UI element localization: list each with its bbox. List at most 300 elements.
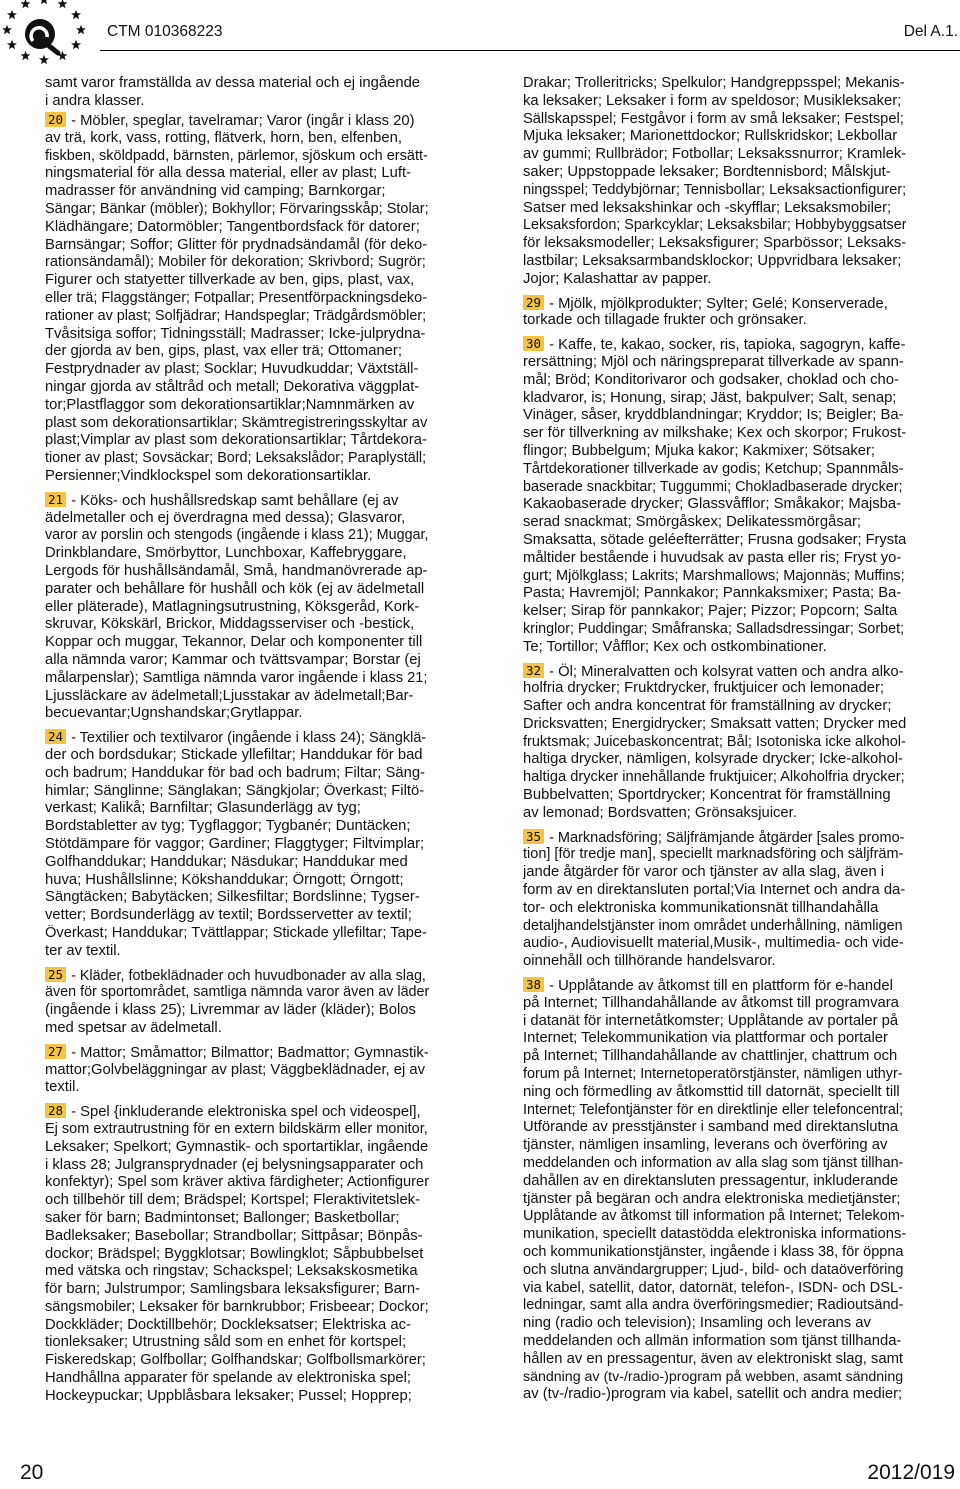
line-text: Jojor; Kalashattar av papper.	[523, 270, 712, 287]
line-text: ningar gjorda av ståltråd och metall; Dekorativa väggplat-	[45, 379, 420, 396]
text-line	[523, 568, 906, 586]
line-text: på Internet; Tillhandahållande av chattlinjer, chattrum och	[523, 1048, 898, 1065]
text-line	[45, 1370, 429, 1388]
line-text: i datanät för internetåtkomster; Upplåtande av portaler på	[523, 1012, 899, 1029]
line-text: der gjorda av ben, gips, plast, vax eller trä; Ottomaner;	[45, 343, 402, 360]
class-20-paragraph	[45, 112, 429, 486]
line-text: haltiga drycker, nämligen, kolsyrade drycker; Icke-alkohol-	[523, 751, 903, 768]
line-text: Ej som extrautrustning för en extern bildskärm eller monitor,	[45, 1120, 428, 1137]
text-line	[45, 1228, 429, 1246]
star-icon	[71, 10, 81, 19]
document-id: CTM 010368223	[107, 23, 223, 40]
line-text: fiskben, sköldpadd, bärnsten, pärlemor, sjöskum och ersätt-	[45, 147, 428, 164]
text-line	[45, 1062, 429, 1080]
text-line	[523, 514, 906, 532]
class-number-badge: 38	[523, 977, 544, 992]
text-line	[523, 751, 906, 769]
text-line	[523, 1208, 906, 1226]
line-text: och slutna användargrupper; Ljud-, bild- och dataöverföring	[523, 1261, 904, 1278]
line-text: i klass 28; Julgransprydnader (ej belysningsapparater och	[45, 1156, 424, 1173]
text-line	[523, 1226, 906, 1244]
text-line	[45, 1281, 429, 1299]
star-icon	[58, 0, 68, 8]
line-text: Kakaobaserade drycker; Glassvåfflor; Småkakor; Majsba-	[523, 496, 902, 513]
text-line	[45, 237, 429, 255]
star-icon	[7, 10, 17, 19]
text-line	[45, 415, 429, 433]
line-text: textil.	[45, 1079, 80, 1096]
line-text: saker för barn; Badmintonset; Ballonger; Basketbollar;	[45, 1209, 400, 1226]
line-text: huva; Hushållslinne; Kökshanddukar; Örngott; Örngott;	[45, 871, 404, 888]
line-text: serad snackmat; Smörgåskex; Delikatessmörgåsar;	[523, 514, 861, 531]
star-icon	[2, 25, 12, 34]
line-text: Mjuka leksaker; Marionettdockor; Rullskridskor; Lekbollar	[523, 128, 898, 145]
line-text: Drakar; Trolleritricks; Spelkulor; Handgreppsspel; Mekanis-	[523, 75, 905, 91]
line-text: oinnehåll och tillhörande handelsvaror.	[523, 953, 776, 970]
line-text: becuevantar;Ugnshandskar;Grytlappar.	[45, 705, 303, 722]
text-line	[523, 734, 906, 752]
text-line	[523, 1102, 906, 1120]
star-icon	[39, 55, 49, 64]
text-line	[523, 769, 906, 787]
text-line	[45, 563, 429, 581]
section-label: Del A.1.	[903, 23, 958, 40]
text-line	[523, 1386, 906, 1404]
line-text: Sängtäcken; Babytäcken; Silkesfiltar; Bordslinne; Tygser-	[45, 889, 420, 906]
text-line	[45, 527, 429, 545]
text-line	[45, 201, 429, 219]
line-text: plast som dekorationsartiklar; Skämtregistreringsskyltar av	[45, 414, 428, 431]
line-text: Safter och andra koncentrat för framställning av drycker;	[523, 698, 892, 715]
line-text: - Mattor; Småmattor; Bilmattor; Badmattor; Gymnastik-	[71, 1044, 429, 1061]
text-line	[45, 1174, 429, 1192]
line-text: Lergods för hushållsändamål, Små, handmanövrerade ap-	[45, 563, 428, 580]
star-icon	[21, 0, 31, 8]
line-text: även för sportområdet, samtliga nämnda varor även av läder	[45, 984, 429, 1001]
line-text: flingor; Bubbelgum; Mjuka kakor; Kakmixer; Sötsaker;	[523, 442, 875, 459]
text-line	[523, 1119, 906, 1137]
line-text: ka leksaker; Leksaker i form av speldosor; Musikleksaker;	[523, 92, 902, 109]
class-32-paragraph	[523, 663, 906, 823]
line-text: ädelmetaller och ej överdragna med dessa); Glasvaror,	[45, 509, 406, 526]
line-text: kelser; Sirap för pannkakor; Pajer; Pizzor; Popcorn; Salta	[523, 603, 898, 620]
text-line	[45, 432, 429, 450]
line-text: - Kaffe, te, kakao, socker, ris, tapioka, sagogryn, kaffe-	[549, 337, 906, 354]
text-line	[45, 450, 429, 468]
line-text: audio-, Audiovisuellt material,Musik-, multimedia- och vide-	[523, 935, 904, 952]
line-text: via kabel, satellit, dator, datornät, telefon-, ISDN- och DSL-	[523, 1279, 904, 1296]
text-line	[523, 1333, 906, 1351]
text-line	[45, 1334, 429, 1352]
line-text: ser för tillverkning av milkshake; Kex och skorpor; Frukost-	[523, 425, 906, 442]
text-line	[523, 1013, 906, 1031]
line-text: jande åtgärder för varor och tjänster av alla slag, även i	[523, 864, 885, 881]
star-icon	[39, 0, 49, 4]
text-line	[523, 496, 906, 514]
line-text: baserade snackbitar; Tuggummi; Chokladbaserade drycker;	[523, 478, 903, 495]
text-line	[523, 603, 906, 621]
line-text: skruvar, Kökskärl, Brickor, Middagsserviser och -bestick,	[45, 616, 415, 633]
line-text: dockor; Brädspel; Byggklotsar; Bowlingklot; Såpbubbelset	[45, 1245, 424, 1262]
text-line	[45, 581, 429, 599]
line-text: - Marknadsföring; Säljfrämjande åtgärder [sales promo-	[549, 829, 905, 846]
class-29-paragraph	[523, 295, 906, 331]
text-line	[523, 935, 906, 953]
line-text: Klädhängare; Datormöbler; Tangentbordsfack för datorer;	[45, 218, 420, 235]
text-line	[45, 818, 429, 836]
line-text: målarpenslar); Samtliga nämnda varor ingående i klass 21;	[45, 669, 428, 686]
text-line	[45, 670, 429, 688]
text-line	[523, 663, 906, 681]
line-text: detaljhandelstjänster inom området underhållning, nämligen	[523, 917, 903, 934]
text-line	[45, 183, 429, 201]
class-number-badge: 20	[45, 112, 66, 127]
line-text: - Möbler, speglar, tavelramar; Varor (ingår i klass 20)	[71, 113, 415, 130]
line-text: alla nämnda varor; Kammar och tvättsvampar; Borstar (ej	[45, 652, 421, 668]
text-line	[45, 1157, 429, 1175]
line-text: i andra klasser.	[45, 92, 145, 109]
line-text: Upplåtande av åtkomst till information på Internet; Telekom-	[523, 1208, 905, 1225]
line-text: av gummi; Rullbrädor; Fotbollar; Leksakssnurror; Kramlek-	[523, 146, 906, 163]
line-text: konfektyr); Spel som kräver aktiva färdigheter; Actionfigurer	[45, 1174, 429, 1191]
page-number: 20	[20, 1461, 44, 1484]
class-30-paragraph	[523, 336, 906, 656]
line-text: Bubbelvatten; Sportdrycker; Koncentrat för framställning	[523, 787, 891, 804]
line-text: munikation, speciellt datastödda elektroniska informations-	[523, 1226, 906, 1243]
text-line	[523, 716, 906, 734]
line-text: Dricksvatten; Energidrycker; Smaksatt vatten; Drycker med	[523, 715, 906, 732]
line-text: - Öl; Mineralvatten och kolsyrat vatten och andra alko-	[549, 663, 904, 680]
class-number-badge: 32	[523, 663, 544, 678]
line-text: Handhållna apparater för spelande av elektroniska spel;	[45, 1370, 412, 1387]
text-line	[45, 1352, 429, 1370]
text-line	[45, 872, 429, 890]
text-line	[45, 943, 429, 961]
line-text: mål; Bröd; Konditorivaror och godsaker, choklad och cho-	[523, 371, 899, 388]
line-text: Dockkläder; Docktillbehör; Dockleksatser; Elektriska ac-	[45, 1316, 411, 1333]
text-line	[45, 290, 429, 308]
text-line	[523, 621, 906, 639]
line-text: Ljussläckare av ädelmetall;Ljusstakar av ädelmetall;Bar-	[45, 687, 414, 704]
text-line	[45, 1044, 429, 1062]
line-text: Internet; Telefontjänster för en direktlinje eller telefoncentral;	[523, 1101, 904, 1118]
line-text: för leksaksmodeller; Leksaksfigurer; Sparbössor; Leksaks-	[523, 235, 906, 252]
text-line	[523, 787, 906, 805]
line-text: meddelanden och allmän information som tjänst tillhanda-	[523, 1332, 902, 1349]
text-line	[523, 1262, 906, 1280]
text-line	[523, 1173, 906, 1191]
class-number-badge: 28	[45, 1103, 66, 1118]
text-line	[523, 1244, 906, 1262]
text-line	[45, 326, 429, 344]
line-text: fruktsmak; Juicebaskoncentrat; Bål; Isotoniska icke alkohol-	[523, 733, 906, 750]
text-line	[45, 800, 429, 818]
line-text: ter av textil.	[45, 942, 121, 959]
line-text: - Textilier och textilvaror (ingående i klass 24); Sängklä-	[71, 730, 427, 747]
text-line	[45, 130, 429, 148]
text-line	[45, 688, 429, 706]
line-text: med vätska och ringstav; Schackspel; Leksakskosmetika	[45, 1263, 418, 1280]
ohim-emblem-icon	[0, 0, 100, 64]
text-line	[45, 1192, 429, 1210]
line-text: samt varor framställda av dessa material och ej ingående	[45, 75, 421, 91]
line-text: och tillbehör till dem; Brädspel; Kortspel; Fleraktivitetslek-	[45, 1192, 421, 1209]
text-line	[523, 698, 906, 716]
text-line	[523, 585, 906, 603]
line-text: sändning av (tv-/radio-)program på webben, asamt sändning	[523, 1368, 904, 1385]
text-line	[45, 1246, 429, 1264]
class-number-badge: 35	[523, 829, 544, 844]
class-38-paragraph	[523, 977, 906, 1404]
line-text: tjänster, nämligen insamling, leverans och överföring av	[523, 1137, 888, 1154]
line-text: saker; Uppstoppade leksaker; Bordtennisbord; Målskjut-	[523, 163, 891, 180]
text-line	[523, 235, 906, 253]
text-line	[45, 1263, 429, 1281]
text-line	[45, 729, 429, 747]
text-line	[45, 652, 429, 670]
star-icon	[76, 25, 86, 34]
star-icon	[7, 40, 17, 49]
text-line	[45, 379, 429, 397]
line-text: Koppar och muggar, Tekannor, Delar och komponenter till	[45, 634, 423, 651]
text-line	[523, 977, 906, 995]
text-line	[45, 634, 429, 652]
line-text: Fiskeredskap; Golfbollar; Golfhandskar; Golfbollsmarkörer;	[45, 1352, 426, 1369]
text-line	[45, 165, 429, 183]
text-line	[523, 128, 906, 146]
text-line	[45, 907, 429, 925]
line-text: av (tv-/radio-)program via kabel, satellit och andra medier;	[523, 1386, 903, 1403]
text-line	[523, 1191, 906, 1209]
line-text: Barnsängar; Soffor; Glitter för prydnadsändamål (för deko-	[45, 236, 428, 253]
text-line	[523, 295, 906, 313]
text-line	[523, 1137, 906, 1155]
text-line	[523, 900, 906, 918]
text-line	[523, 182, 906, 200]
text-line	[523, 336, 906, 354]
line-text: på Internet; Tillhandahållande av åtkomst till programvara	[523, 994, 899, 1011]
line-text: Badleksaker; Basebollar; Strandbollar; Sittpåsar; Bönpås-	[45, 1227, 423, 1244]
text-line	[45, 112, 429, 130]
text-line	[45, 967, 429, 985]
text-line	[523, 1030, 906, 1048]
text-line	[523, 550, 906, 568]
line-text: Te; Tortillor; Våfflor; Kex och ostkombinationer.	[523, 638, 827, 655]
line-text: gurt; Mjölkglass; Lakrits; Marshmallows; Majonnäs; Muffins;	[523, 567, 905, 584]
text-line	[45, 984, 429, 1002]
class-number-badge: 27	[45, 1044, 66, 1059]
line-text: ledningar, samt alla andra överföringsmedier; Radioutsänd-	[523, 1297, 904, 1314]
line-text: hållen av en pressagentur, även av elektroniskt slag, samt	[523, 1350, 904, 1367]
class-21-paragraph	[45, 492, 429, 723]
text-line	[45, 889, 429, 907]
line-text: haltiga drycker innehållande fruktjuicer; Alkoholfria drycker;	[523, 769, 905, 786]
text-line	[523, 882, 906, 900]
line-text: Leksaker; Spelkort; Gymnastik- och sportartiklar, ingående	[45, 1138, 429, 1155]
line-text: kladvaror, is; Honung, sirap; Jäst, bakpulver; Salt, senap;	[523, 389, 897, 406]
line-text: Internet; Telekommunikation via plattformar och portaler	[523, 1030, 888, 1047]
text-line	[45, 254, 429, 272]
line-text: vetter; Bordsunderlägg av textil; Bordsservetter av textil;	[45, 907, 412, 924]
continuation-paragraph	[45, 75, 429, 111]
line-text: Sängar; Bänkar (möbler); Bokhyllor; Förvaringsskåp; Stolar;	[45, 201, 429, 218]
class-24-paragraph	[45, 729, 429, 960]
text-line	[523, 253, 906, 271]
line-text: med spetsar av ädelmetall.	[45, 1019, 222, 1036]
line-text: ning och förmedling av åtkomsttid till datornät, speciellt till	[523, 1083, 900, 1100]
line-text: för barn; Julstrumpor; Samlingsbara leksaksfigurer; Barn-	[45, 1281, 421, 1298]
line-text: Pasta; Havremjöl; Pannkakor; Pannkaksmixer; Pasta; Ba-	[523, 585, 902, 602]
bulletin-issue: 2012/019	[867, 1461, 955, 1484]
text-line	[523, 164, 906, 182]
text-line	[45, 765, 429, 783]
line-text: Hockeypuckar; Uppblåsbara leksaker; Pussel; Hopprep;	[45, 1387, 412, 1404]
text-line	[45, 705, 429, 723]
line-text: tioner av plast; Sovsäckar; Bord; Leksakslådor; Paraplyställ;	[45, 450, 427, 467]
line-text: dahållen av en direktansluten pressagentur, inkluderande	[523, 1172, 899, 1189]
text-line	[523, 479, 906, 497]
line-text: eller trä; Flaggstänger; Fotpallar; Presentförpackningsdeko-	[45, 290, 428, 307]
text-line	[45, 1388, 429, 1406]
text-line	[523, 354, 906, 372]
right-column	[523, 75, 906, 1404]
line-text: Utförande av presstjänster i samband med direktanslutna	[523, 1119, 899, 1136]
text-line	[523, 532, 906, 550]
text-line	[45, 836, 429, 854]
text-line	[523, 1084, 906, 1102]
text-line	[45, 599, 429, 617]
line-text: varor av porslin och stengods (ingående i klass 21); Muggar,	[45, 527, 429, 544]
class-35-paragraph	[523, 829, 906, 971]
line-text: himlar; Sänglinne; Sänglakan; Sängkjolar; Överkast; Filtö-	[45, 782, 425, 799]
text-line	[45, 545, 429, 563]
text-line	[523, 1351, 906, 1369]
text-line	[523, 75, 906, 93]
line-text: madrasser för användning vid camping; Barnkorgar;	[45, 183, 386, 200]
line-text: ning (radio och television); Insamling och leverans av	[523, 1315, 871, 1332]
text-line	[523, 953, 906, 971]
text-line	[523, 805, 906, 823]
text-line	[45, 1121, 429, 1139]
class-number-badge: 24	[45, 729, 66, 744]
text-line	[523, 864, 906, 882]
class-25-paragraph	[45, 967, 429, 1038]
text-line	[45, 397, 429, 415]
text-line	[45, 1020, 429, 1038]
class-27-paragraph	[45, 1044, 429, 1097]
text-line	[523, 1280, 906, 1298]
text-line	[523, 995, 906, 1013]
line-text: torkade och tillagade frukter och grönsaker.	[523, 312, 807, 329]
line-text: holfria drycker; Fruktdrycker, fruktjuicer och lemonader;	[523, 680, 885, 697]
line-text: tion] [för tredje man], speciellt marknadsföring och säljfräm-	[523, 846, 904, 863]
text-line	[523, 1155, 906, 1173]
text-line	[45, 219, 429, 237]
text-line	[45, 148, 429, 166]
text-line	[523, 1369, 906, 1387]
line-text: parater och behållare för hushåll och kök (ej av ädelmetall	[45, 580, 425, 597]
line-text: kringlor; Puddingar; Småfranska; Salladsdressingar; Sorbet;	[523, 620, 905, 637]
text-line	[45, 1002, 429, 1020]
text-line	[523, 1066, 906, 1084]
text-line	[523, 200, 906, 218]
line-text: Golfhanddukar; Handdukar; Näsdukar; Handdukar med	[45, 853, 408, 870]
text-line	[523, 461, 906, 479]
text-line	[523, 271, 906, 289]
text-line	[45, 1103, 429, 1121]
text-line	[45, 616, 429, 634]
line-text: Sällskapsspel; Festgåvor i form av små leksaker; Festspel;	[523, 110, 904, 127]
line-text: - Mjölk, mjölkprodukter; Sylter; Gelé; Konserverade,	[549, 295, 888, 312]
text-line	[45, 272, 429, 290]
class-28-paragraph	[45, 1103, 429, 1406]
line-text: rationer av plast; Solfjädrar; Handspeglar; Trädgårdsmöbler;	[45, 307, 427, 324]
line-text: Festprydnader av plast; Socklar; Huvudkuddar; Växtställ-	[45, 361, 419, 378]
line-text: lastbilar; Leksaksarmbandsklockor; Uppvridbara leksaker;	[523, 252, 902, 269]
text-line	[523, 407, 906, 425]
text-line	[523, 639, 906, 657]
line-text: verkast; Kalikå; Barnfiltar; Glasunderlägg av tyg;	[45, 800, 361, 817]
text-line	[523, 312, 906, 330]
class-number-badge: 29	[523, 295, 544, 310]
text-line	[523, 93, 906, 111]
line-text: av lemonad; Bordsvatten; Grönsaksjuicer.	[523, 804, 797, 821]
text-line	[45, 783, 429, 801]
line-text: meddelanden och information av alla slag som tjänst tillhan-	[523, 1155, 904, 1172]
text-line	[523, 846, 906, 864]
star-icon	[71, 40, 81, 49]
line-text: Tvåsitsiga soffor; Tidningsställ; Madrasser; Icke-julprydna-	[45, 325, 426, 342]
continuation-paragraph	[523, 75, 906, 289]
line-text: (ingående i klass 25); Livremmar av läder (kläder); Bolos	[45, 1002, 416, 1019]
line-text: och kommunikationstjänster, ingående i klass 38, för öppna	[523, 1244, 904, 1260]
text-line	[45, 343, 429, 361]
text-line	[45, 1079, 429, 1097]
text-line	[523, 146, 906, 164]
text-line	[523, 918, 906, 936]
text-line	[45, 93, 429, 111]
line-text: tionleksaker; Utrustning såld som en enhet för kortspel;	[45, 1334, 407, 1351]
text-line	[45, 747, 429, 765]
line-text: Smaksatta, sötade geléefterrätter; Frusna godsaker; Frysta	[523, 531, 906, 548]
text-line	[45, 854, 429, 872]
line-text: tor;Plastflaggor som dekorationsartiklar;Namnmärken av	[45, 396, 415, 413]
line-text: forum på Internet; Internetoperatörstjänster, nämligen uthyr-	[523, 1066, 903, 1083]
line-text: ningsmaterial för alla dessa material, eller av plast; Luft-	[45, 165, 411, 182]
text-line	[45, 75, 429, 93]
line-text: ningsspel; Teddybjörnar; Tennisbollar; Leksaksactionfigurer;	[523, 181, 906, 198]
text-line	[523, 425, 906, 443]
header-rule	[100, 50, 960, 51]
line-text: Leksaksfordon; Sparkcyklar; Leksaksbilar; Hobbybyggsatser	[523, 217, 906, 234]
text-line	[45, 1317, 429, 1335]
text-line	[45, 361, 429, 379]
text-line	[523, 1297, 906, 1315]
line-text: Persienner;Vindklockspel som dekorationsartiklar.	[45, 468, 372, 485]
line-text: - Spel {inkluderande elektroniska spel och videospel],	[71, 1104, 421, 1121]
text-line	[45, 308, 429, 326]
text-line	[523, 443, 906, 461]
line-text: eller pläterade), Matlagningsutrustning, Köksgeråd, Kork-	[45, 598, 420, 615]
line-text: Överkast; Handdukar; Tvättlappar; Stickade yllefiltar; Tape-	[45, 924, 427, 941]
text-line	[45, 1139, 429, 1157]
line-text: rersättning; Mjöl och näringspreparat tillverkade av spann-	[523, 353, 904, 370]
line-text: Satser med leksakshinkar och -skyfflar; Leksaksmobiler;	[523, 199, 892, 216]
text-line	[45, 468, 429, 486]
line-text: Drinkblandare, Smörbyttor, Lunchboxar, Kaffebryggare,	[45, 545, 407, 562]
line-text: måltider bestående i huvudsak av pasta eller ris; Fryst yo-	[523, 549, 902, 566]
line-text: form av en direktansluten portal;Via Internet och andra da-	[523, 882, 906, 899]
